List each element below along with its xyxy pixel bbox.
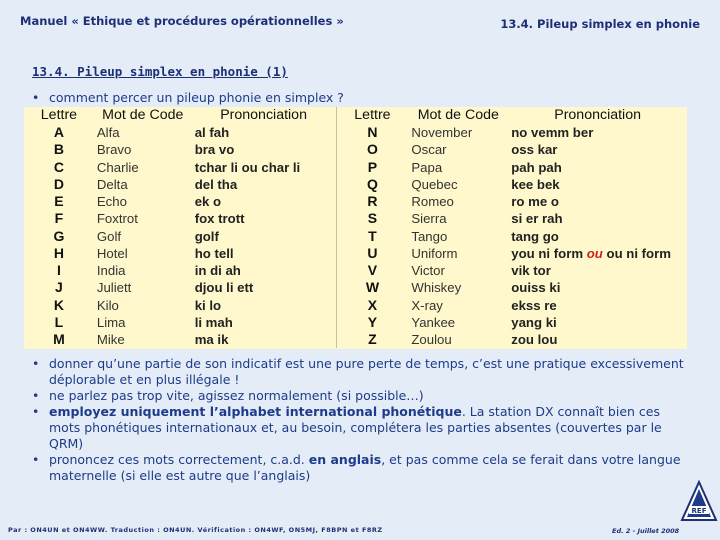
table-row — [24, 124, 687, 141]
pronunciation-cell: oss kar — [511, 142, 558, 158]
letter-cell: W — [336, 279, 408, 296]
pronunciation-cell: you ni form ou ou ni form — [511, 245, 671, 261]
table-row — [24, 297, 687, 314]
code-word-cell: Sierra — [411, 211, 447, 227]
pronunciation-cell: vik tor — [511, 263, 551, 278]
list-item — [32, 404, 692, 452]
intro-bullet — [32, 90, 692, 108]
pronunciation-cell: ek o — [194, 194, 222, 209]
list-item — [32, 356, 692, 388]
list-item — [32, 388, 692, 404]
table-row — [24, 228, 687, 245]
pronunciation-cell: si er rah — [511, 211, 563, 227]
column-header: Prononciation — [554, 107, 641, 123]
letter-cell: C — [53, 158, 64, 175]
letter-cell: T — [336, 228, 408, 245]
pronunciation-cell: ki lo — [194, 297, 222, 313]
column-header: Prononciation — [220, 107, 307, 123]
letter-cell: L — [54, 313, 64, 330]
table-row — [24, 331, 687, 348]
pronunciation-cell: yang ki — [511, 314, 557, 330]
bullet-dot: • — [32, 452, 40, 467]
svg-text:REF: REF — [691, 507, 707, 515]
code-word-cell: Golf — [96, 228, 122, 244]
intro-bullet-text: comment percer un pileup phonie en simplex ? — [49, 90, 344, 105]
pronunciation-cell: bra vo — [194, 142, 235, 158]
code-word-cell: India — [96, 263, 126, 278]
pronunciation-cell: tang go — [511, 228, 559, 244]
letter-cell: S — [336, 210, 408, 227]
code-word-cell: Charlie — [96, 159, 139, 175]
code-word-cell: Echo — [96, 194, 127, 209]
code-word-cell: Tango — [411, 228, 448, 244]
code-word-cell: Romeo — [411, 194, 454, 209]
code-word-cell: Uniform — [411, 245, 458, 261]
letter-cell: Z — [336, 331, 408, 348]
code-word-cell: November — [411, 125, 473, 140]
ref-logo-icon — [680, 480, 718, 524]
code-word-cell: Papa — [411, 159, 443, 175]
table-row — [24, 314, 687, 331]
letter-cell: M — [53, 331, 65, 347]
code-word-cell: Mike — [96, 332, 125, 347]
code-word-cell: Whiskey — [411, 280, 462, 296]
table-row — [24, 279, 687, 296]
bullet-text: prononcez ces mots correctement, c.a.d. — [49, 452, 309, 467]
pronunciation-cell: djou li ett — [194, 280, 254, 296]
letter-cell: F — [54, 210, 64, 227]
pronunciation-cell: li mah — [194, 314, 233, 330]
column-header: Mot de Code — [102, 107, 184, 123]
pronunciation-cell: ro me o — [511, 194, 559, 209]
code-word-cell: Juliett — [96, 280, 132, 296]
pronunciation-cell: golf — [194, 228, 219, 244]
header-manual-title: Manuel « Ethique et procédures opérationnelles » — [20, 14, 344, 28]
column-header: Lettre — [336, 107, 408, 124]
letter-cell: O — [336, 141, 408, 158]
table-row — [24, 262, 687, 279]
table-row — [24, 245, 687, 262]
letter-cell: D — [53, 175, 64, 192]
table-row — [24, 159, 687, 176]
column-header: Lettre — [40, 107, 78, 123]
column-header: Mot de Code — [417, 107, 499, 123]
code-word-cell: X-ray — [411, 297, 443, 313]
slide-title: 13.4. Pileup simplex en phonie (1) — [32, 64, 288, 79]
footer-edition: Ed. 2 - Juillet 2008 — [612, 527, 680, 535]
bullet-list — [32, 356, 692, 484]
code-word-cell: Oscar — [411, 142, 447, 158]
bullet-text: ne parlez pas trop vite, agissez normalement (si possible…) — [49, 388, 424, 403]
code-word-cell: Foxtrot — [96, 211, 138, 227]
letter-cell: A — [53, 124, 64, 140]
letter-cell: B — [53, 141, 64, 158]
letter-cell: X — [336, 297, 408, 314]
pronunciation-cell: kee bek — [511, 176, 560, 192]
letter-cell: K — [53, 296, 64, 313]
code-word-cell: Lima — [96, 314, 126, 330]
code-word-cell: Victor — [411, 263, 445, 278]
bullet-text: , et pas comme cela se ferait dans votre langue maternelle (si elle est autre que l’anglais) — [49, 452, 681, 483]
pronunciation-cell: al fah — [194, 125, 230, 140]
letter-cell: H — [53, 244, 64, 261]
pronunciation-cell: ho tell — [194, 245, 234, 261]
list-item — [32, 452, 692, 484]
pronunciation-cell: ma ik — [194, 332, 229, 347]
pronunciation-cell: ouiss ki — [511, 280, 561, 296]
letter-cell: G — [53, 227, 65, 244]
code-word-cell: Bravo — [96, 142, 132, 158]
pronunciation-cell: del tha — [194, 176, 238, 192]
header-section-title: 13.4. Pileup simplex en phonie — [500, 17, 700, 31]
code-word-cell: Alfa — [96, 125, 120, 140]
code-word-cell: Zoulou — [411, 332, 452, 347]
bullet-dot: • — [32, 388, 40, 403]
pronunciation-cell: no vemm ber — [511, 125, 594, 140]
table-header-row — [24, 107, 687, 124]
letter-cell: I — [56, 262, 61, 278]
bullet-text: . La station DX connaît bien ces mots phonétiques internationaux et, au besoin, complétera les parties absentes (couvertes par le QRM) — [49, 404, 662, 451]
table-row — [24, 141, 687, 158]
letter-cell: V — [336, 262, 408, 279]
letter-cell: Q — [336, 176, 408, 193]
letter-cell: R — [336, 193, 408, 210]
letter-cell: J — [55, 279, 63, 296]
pronunciation-cell: fox trott — [194, 211, 245, 227]
bullet-text: donner qu’une partie de son indicatif est une pure perte de temps, c’est une pratique excessivement déplorable et en plus illégale ! — [49, 356, 684, 387]
letter-cell: Y — [336, 314, 408, 331]
letter-cell: E — [54, 193, 64, 209]
code-word-cell: Delta — [96, 176, 128, 192]
alternative-marker: ou — [586, 245, 603, 261]
code-word-cell: Kilo — [96, 297, 119, 313]
pronunciation-cell: ekss re — [511, 297, 557, 313]
code-word-cell: Quebec — [411, 176, 458, 192]
table-row — [24, 210, 687, 227]
pronunciation-cell: tchar li ou char li — [194, 159, 301, 175]
phonetic-alphabet-table — [24, 107, 687, 349]
table-row — [24, 176, 687, 193]
letter-cell: N — [336, 124, 408, 141]
code-word-cell: Yankee — [411, 314, 456, 330]
emphasis-text: employez uniquement l’alphabet international phonétique — [49, 404, 462, 419]
footer-credits: Par : ON4UN et ON4WW. Traduction : ON4UN. Vérification : ON4WF, ON5MJ, F8BPN et F8RZ — [8, 526, 383, 534]
pronunciation-cell: in di ah — [194, 263, 241, 278]
letter-cell: P — [336, 159, 408, 176]
table-body — [24, 124, 687, 348]
emphasis-text: en anglais — [308, 452, 382, 467]
letter-cell: U — [336, 245, 408, 262]
pronunciation-cell: pah pah — [511, 159, 562, 175]
code-word-cell: Hotel — [96, 245, 128, 261]
bullet-dot: • — [32, 90, 40, 105]
bullet-dot: • — [32, 356, 40, 371]
table-row — [24, 193, 687, 210]
bullet-dot: • — [32, 404, 40, 419]
pronunciation-cell: zou lou — [511, 332, 558, 347]
